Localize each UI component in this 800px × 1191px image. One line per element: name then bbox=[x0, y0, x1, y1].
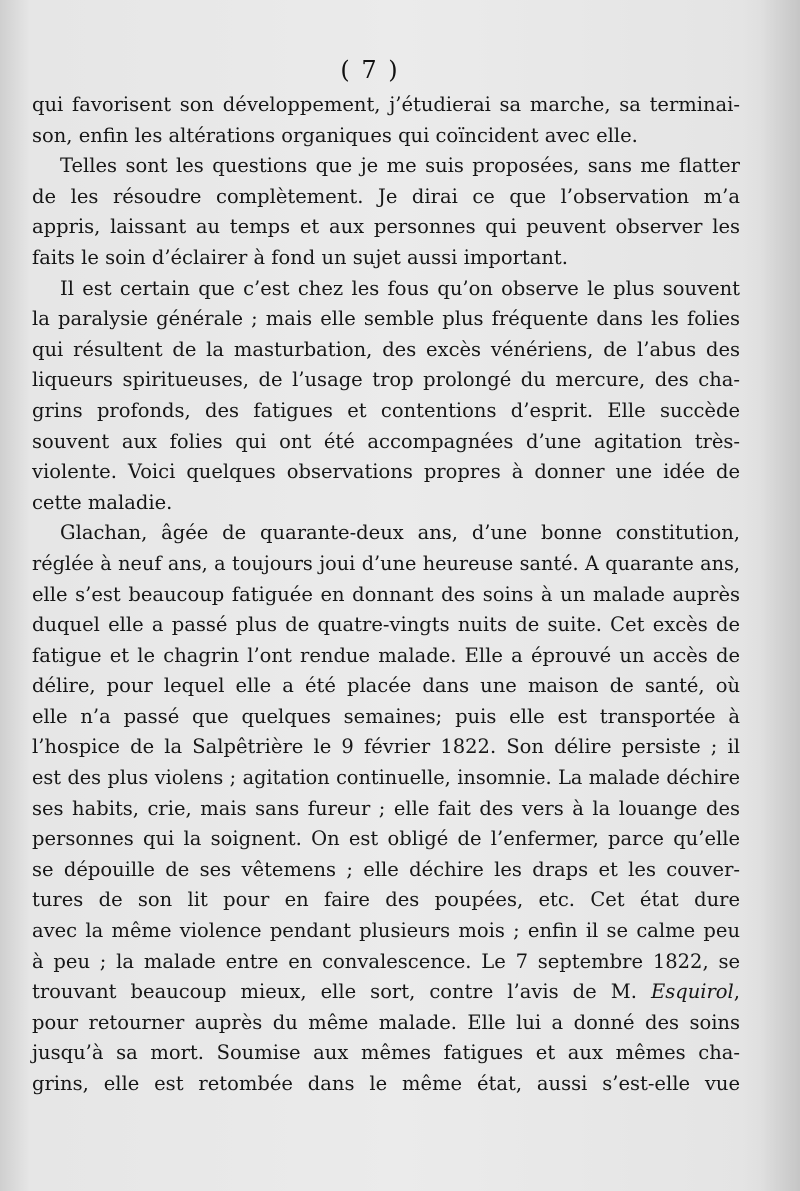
text-line: son, enfin les altérations organiques qui coïncident avec elle. bbox=[32, 123, 638, 147]
text-line: se dépouille de ses vêtemens ; elle déchire les draps et les couver- bbox=[32, 857, 740, 881]
text-line: faits le soin d’éclairer à fond un sujet aussi important. bbox=[32, 245, 568, 269]
text-line: qui résultent de la masturbation, des excès vénériens, de l’abus des bbox=[32, 337, 740, 361]
text-line: la paralysie générale ; mais elle semble plus fréquente dans les folies bbox=[32, 307, 740, 331]
text-line: cette maladie. bbox=[32, 490, 173, 514]
author-name: Esquirol bbox=[650, 980, 734, 1004]
text-line: est des plus violens ; agitation continuelle, insomnie. La malade déchire bbox=[32, 766, 740, 790]
text-line: appris, laissant au temps et aux personnes qui peuvent observer les bbox=[32, 215, 740, 239]
text-line: personnes qui la soignent. On est obligé de l’enfermer, parce qu’elle bbox=[32, 827, 740, 851]
text-line: ses habits, crie, mais sans fureur ; elle fait des vers à la louange des bbox=[32, 796, 740, 820]
page-number: ( 7 ) bbox=[340, 56, 400, 84]
text-line: elle n’a passé que quelques semaines; puis elle est transportée à bbox=[32, 704, 740, 728]
text-line: Glachan, âgée de quarante-deux ans, d’une bonne constitution, bbox=[60, 521, 740, 545]
text-line: souvent aux folies qui ont été accompagnées d’une agitation très- bbox=[32, 429, 740, 453]
text-line: l’hospice de la Salpêtrière le 9 février 1822. Son délire persiste ; il bbox=[32, 735, 740, 759]
text-line: tures de son lit pour en faire des poupées, etc. Cet état dure bbox=[32, 888, 740, 912]
body-text bbox=[32, 90, 740, 1100]
text-line: à peu ; la malade entre en convalescence. Le 7 septembre 1822, se bbox=[32, 949, 740, 973]
text-line: jusqu’à sa mort. Soumise aux mêmes fatigues et aux mêmes cha- bbox=[32, 1041, 740, 1065]
text-line: fatigue et le chagrin l’ont rendue malade. Elle a éprouvé un accès de bbox=[32, 643, 740, 667]
text-line: grins profonds, des fatigues et contentions d’esprit. Elle succède bbox=[32, 398, 740, 422]
text-line: elle s’est beaucoup fatiguée en donnant des soins à un malade auprès bbox=[32, 582, 740, 606]
text-line: duquel elle a passé plus de quatre-vingts nuits de suite. Cet excès de bbox=[32, 613, 740, 637]
text-line: Il est certain que c’est chez les fous qu’on observe le plus souvent bbox=[60, 276, 740, 300]
text-line: pour retourner auprès du même malade. Elle lui a donné des soins bbox=[32, 1010, 740, 1034]
text-line: liqueurs spiritueuses, de l’usage trop prolongé du mercure, des cha- bbox=[32, 368, 740, 392]
text-line: violente. Voici quelques observations propres à donner une idée de bbox=[32, 460, 740, 484]
text-line: délire, pour lequel elle a été placée dans une maison de santé, où bbox=[32, 674, 740, 698]
text-line: trouvant beaucoup mieux, elle sort, contre l’avis de M. Esquirol, bbox=[32, 980, 740, 1004]
text-line: Telles sont les questions que je me suis proposées, sans me flatter bbox=[60, 154, 740, 178]
text-line: réglée à neuf ans, a toujours joui d’une heureuse santé. A quarante ans, bbox=[32, 551, 740, 575]
page-edge-shadow bbox=[740, 0, 800, 1191]
text-line: grins, elle est retombée dans le même état, aussi s’est-elle vue bbox=[32, 1072, 740, 1095]
text-line: avec la même violence pendant plusieurs mois ; enfin il se calme peu bbox=[32, 919, 740, 943]
text-line: de les résoudre complètement. Je dirai ce que l’observation m’a bbox=[32, 184, 740, 208]
text-line: qui favorisent son développement, j’étudierai sa marche, sa terminai- bbox=[32, 93, 740, 116]
